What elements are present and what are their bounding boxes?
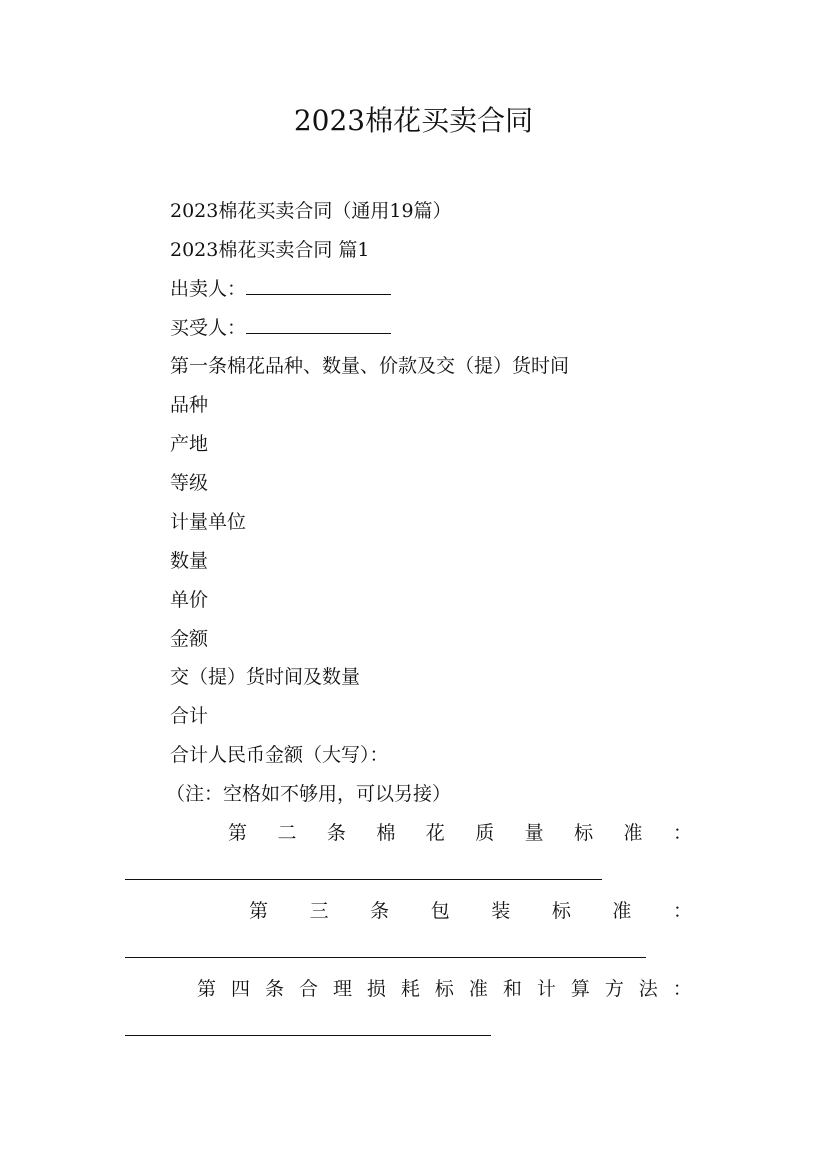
article-4-char: 法 [638, 978, 658, 1000]
article-2-char: 质 [475, 822, 495, 844]
article-3-char: 第 [249, 900, 269, 922]
article-4-char: 第 [197, 978, 217, 1000]
article-2-char: 二 [277, 822, 297, 844]
article-4-char: 方 [604, 978, 624, 1000]
article-3-char: 包 [430, 900, 450, 922]
article-3-heading [249, 898, 692, 924]
article-2-char: ： [672, 822, 692, 844]
article-2-char: 条 [326, 822, 346, 844]
article-3-blank [125, 957, 646, 958]
buyer-blank [246, 315, 391, 334]
article-4-char: 理 [332, 978, 352, 1000]
seller-label: 出卖人： [170, 278, 247, 300]
article-3-char: 装 [491, 900, 511, 922]
field-origin: 产地 [170, 433, 209, 455]
article-3-char: 标 [551, 900, 571, 922]
field-total: 合计 [170, 705, 209, 727]
article-4-char: ： [672, 978, 692, 1000]
article-2-char: 准 [623, 822, 643, 844]
field-amount: 金额 [170, 628, 209, 650]
article-2-char: 标 [574, 822, 594, 844]
article-4-char: 条 [264, 978, 284, 1000]
article-2-heading [228, 820, 692, 846]
article-4-char: 计 [536, 978, 556, 1000]
article-2-char: 第 [228, 822, 248, 844]
article-4-char: 耗 [400, 978, 420, 1000]
field-total-rmb: 合计人民币金额（大写）： [170, 744, 389, 766]
article-4-char: 损 [366, 978, 386, 1000]
buyer-label: 买受人： [170, 317, 247, 339]
field-unit: 计量单位 [170, 511, 247, 533]
article-4-char: 算 [570, 978, 590, 1000]
note-line: （注：空格如不够用，可以另接） [166, 783, 452, 805]
document-title: 2023棉花买卖合同 [293, 104, 534, 137]
seller-blank [246, 276, 391, 295]
article-3-char: 准 [612, 900, 632, 922]
article-2-blank [125, 879, 602, 880]
article-2-char: 花 [425, 822, 445, 844]
seller-line [170, 276, 391, 302]
article-4-char: 四 [230, 978, 250, 1000]
article-3-char: 三 [309, 900, 329, 922]
article-4-heading [197, 976, 692, 1002]
field-unit-price: 单价 [170, 589, 209, 611]
field-variety: 品种 [170, 394, 209, 416]
article-4-char: 和 [502, 978, 522, 1000]
article-4-char: 准 [468, 978, 488, 1000]
article-3-char: ： [672, 900, 692, 922]
article-2-char: 量 [524, 822, 544, 844]
section-heading: 2023棉花买卖合同 篇1 [170, 239, 370, 261]
field-grade: 等级 [170, 472, 209, 494]
article-2-char: 棉 [376, 822, 396, 844]
article-4-char: 标 [434, 978, 454, 1000]
field-quantity: 数量 [170, 550, 209, 572]
article-3-char: 条 [370, 900, 390, 922]
buyer-line [170, 315, 391, 341]
article-4-char: 合 [298, 978, 318, 1000]
document-subtitle: 2023棉花买卖合同（通用19篇） [170, 200, 452, 222]
article-1-heading: 第一条棉花品种、数量、价款及交（提）货时间 [170, 355, 570, 377]
article-4-blank [125, 1035, 491, 1036]
field-delivery-time: 交（提）货时间及数量 [170, 666, 361, 688]
